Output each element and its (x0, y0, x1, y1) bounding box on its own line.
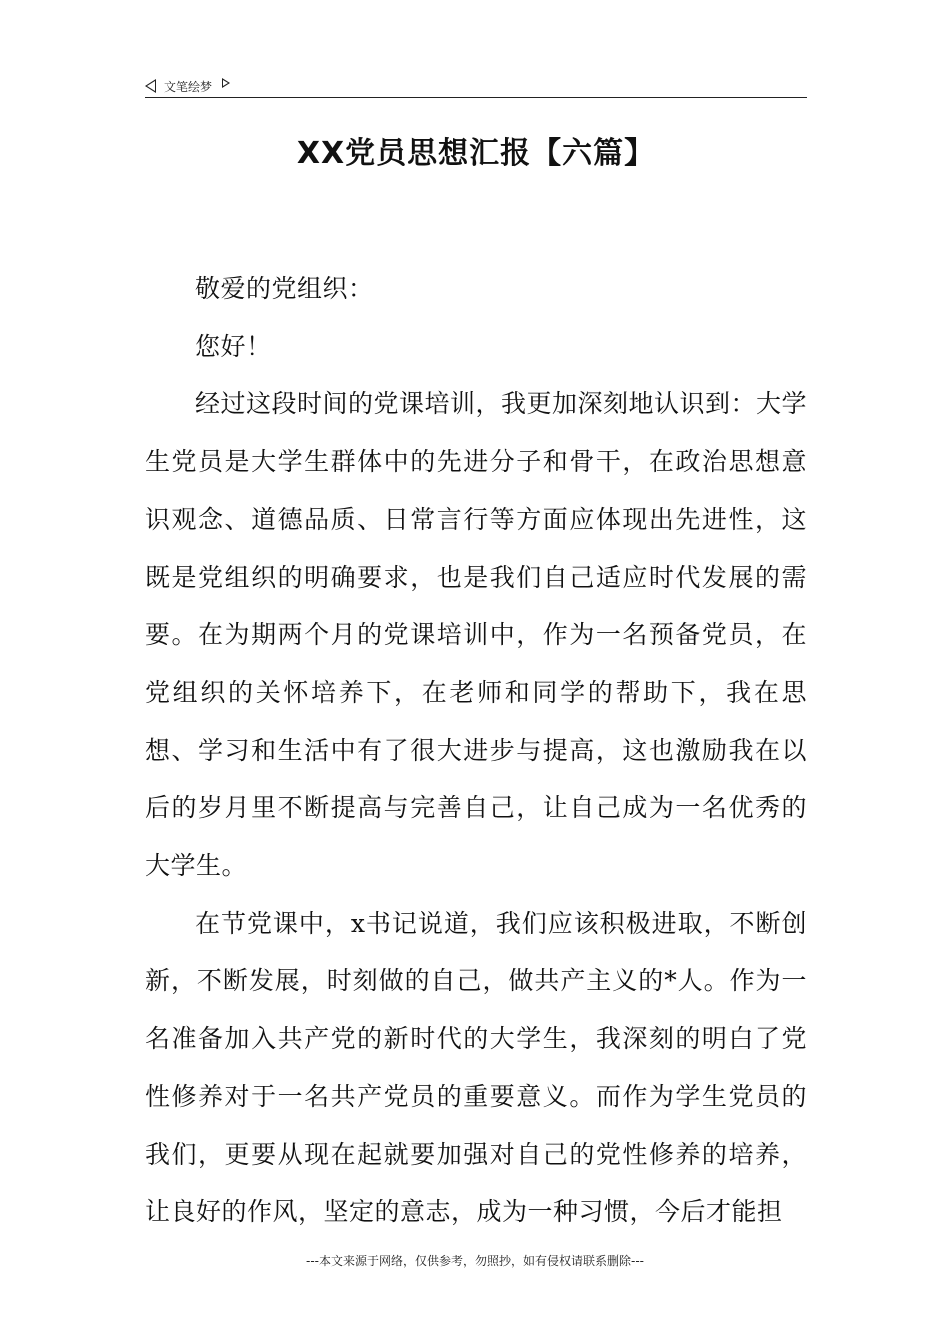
triangle-right-icon (222, 78, 230, 88)
header-divider (145, 97, 807, 98)
body-paragraph: 经过这段时间的党课培训，我更加深刻地认识到：大学生党员是大学生群体中的先进分子和骨干，在政治思想意识观念、道德品质、日常言行等方面应体现出先进性，这既是党组织的明确要求，也是我们自己适应时代发展的需要。在为期两个月的党课培训中，作为一名预备党员，在党组织的关怀培养下，在老师和同学的帮助下，我在思想、学习和生活中有了很大进步与提高，这也激励我在以后的岁月里不断提高与完善自己，让自己成为一名优秀的大学生。 (145, 389, 808, 881)
document-title: XX党员思想汇报【六篇】 (296, 136, 656, 171)
header-brand: 文笔绘梦 (164, 79, 213, 94)
salutation: 敬爱的党组织： (195, 274, 374, 303)
page-header (145, 74, 807, 98)
body-paragraph: 在节党课中，x书记说道，我们应该积极进取，不断创新，不断发展，时刻做的自己，做共产主义的*人。作为一名准备加入共产党的新时代的大学生，我深刻的明白了党性修养对于一名共产党员的重要意义。而作为学生党员的我们，更要从现在起就要加强对自己的党性修养的培养，让良好的作风，坚定的意志，成为一种习惯，今后才能担 (145, 908, 807, 1227)
greeting: 您好！ (195, 331, 272, 361)
document-body (145, 260, 807, 1241)
footer-disclaimer: ---本文来源于网络，仅供参考，勿照抄，如有侵权请联系删除--- (306, 1254, 644, 1268)
triangle-left-icon (145, 79, 156, 93)
